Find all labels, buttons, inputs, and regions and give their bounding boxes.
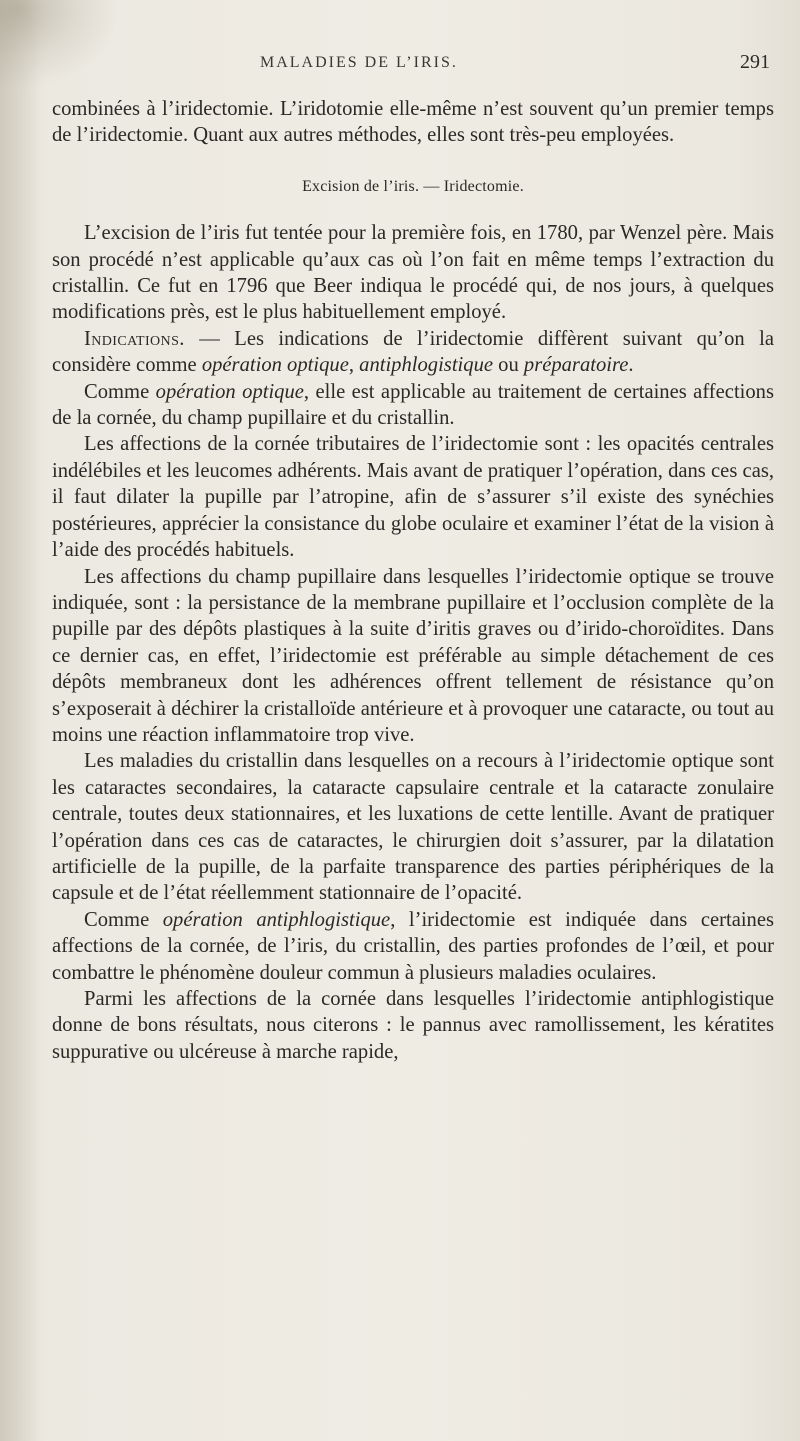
- antiphlogistic-text-1: Comme: [84, 908, 163, 931]
- antiphlogistic-italic: opération antiphlogistique: [162, 908, 391, 931]
- indications-italic-1: opération optique: [201, 354, 349, 377]
- indications-text-2: ,: [348, 354, 360, 377]
- indications-italic-3: préparatoire: [523, 354, 629, 377]
- indications-text-3: ou: [493, 354, 524, 377]
- gutter-shadow: [0, 0, 40, 1441]
- antiphlogistic-text-2: , l’iridectomie est indiquée dans certaines affections de la cornée, de l’iris, du cristallin, des parties profondes de l’œil, et pour combattre le phénomène douleur commun à plusieurs maladies oculaires.: [52, 908, 775, 984]
- paragraph-indications: [52, 326, 774, 379]
- indications-text-4: .: [628, 354, 634, 377]
- paragraph-pupillary-field: Les affections du champ pupillaire dans lesquelles l’iridectomie optique se trouve indiquée, sont : la persistance de la membrane pupillaire et l’occlusion complète de la pupille par des dépôts plastiques à la suite d’iritis graves ou d’irido-choroïdites. Dans ce dernier cas, en effet, l’iridectomie est préférable au simple détachement de ces dépôts membraneux dont les adhérences offrent tellement de résistance qu’on s’exposerait à déchirer la cristalloïde antérieure et à provoquer une cataracte, ou tout au moins une réaction inflammatoire trop vive.: [52, 565, 774, 746]
- optical-italic: opération optique: [155, 380, 304, 403]
- running-title: MALADIES DE L’IRIS.: [260, 54, 458, 71]
- paragraph-antiphlogistic: [52, 907, 774, 986]
- indications-italic-2: antiphlogistique: [359, 354, 493, 377]
- page-header: [70, 51, 770, 82]
- section-heading: Excision de l’iris. — Iridectomie.: [302, 177, 524, 195]
- paragraph-cornea: Les affections de la cornée tributaires de l’iridectomie sont : les opacités centrales indélébiles et les leucomes adhérents. Mais avant de pratiquer l’opération, dans ces cas, il faut dilater la pupille par l’atropine, afin de s’assurer s’il existe des synéchies postérieures, apprécier la consistance du globe oculaire et examiner l’état de la vision à l’aide des procédés habituels.: [52, 433, 774, 562]
- page-number: 291: [740, 51, 770, 73]
- indications-lead: Indications.: [84, 327, 185, 350]
- paragraph-cornea-affections: Parmi les affections de la cornée dans lesquelles l’iridectomie antiphlogistique donne de bons résultats, nous citerons : le pannus avec ramollissement, les kératites suppurative ou ulcéreuse à marche rapide,: [52, 988, 774, 1063]
- indications-text-1: — Les indications de l’iridectomie diffèrent suivant qu’on la considère comme: [52, 327, 774, 377]
- body-text: [52, 96, 774, 1065]
- optical-text-1: Comme: [84, 380, 156, 403]
- paragraph-history: L’excision de l’iris fut tentée pour la première fois, en 1780, par Wenzel père. Mais son procédé n’est applicable qu’aux cas où l’on fait en même temps l’extraction du cristallin. Ce fut en 1796 que Beer indiqua le procédé qui, de nos jours, à quelques modifications près, est le plus habituellement employé.: [52, 222, 774, 324]
- optical-text-2: , elle est applicable au traitement de certaines affections de la cornée, du champ pupillaire et du cristallin.: [52, 380, 774, 430]
- paragraph-lens: Les maladies du cristallin dans lesquelles on a recours à l’iridectomie optique sont les cataractes secondaires, la cataracte capsulaire centrale et la cataracte zonulaire centrale, toutes deux stationnaires, et les luxations de cette lentille. Avant de pratiquer l’opération dans ces cas de cataractes, le chirurgien doit s’assurer, par la dilatation artificielle de la pupille, de la parfaite transparence des parties périphériques de la capsule et de l’état réellemment stationnaire de l’opacité.: [52, 750, 774, 905]
- paragraph-optical: [52, 379, 774, 432]
- paragraph-continuation: combinées à l’iridectomie. L’iridotomie elle-même n’est souvent qu’un premier temps de l’iridectomie. Quant aux autres méthodes, elles sont très-peu employées.: [52, 98, 774, 147]
